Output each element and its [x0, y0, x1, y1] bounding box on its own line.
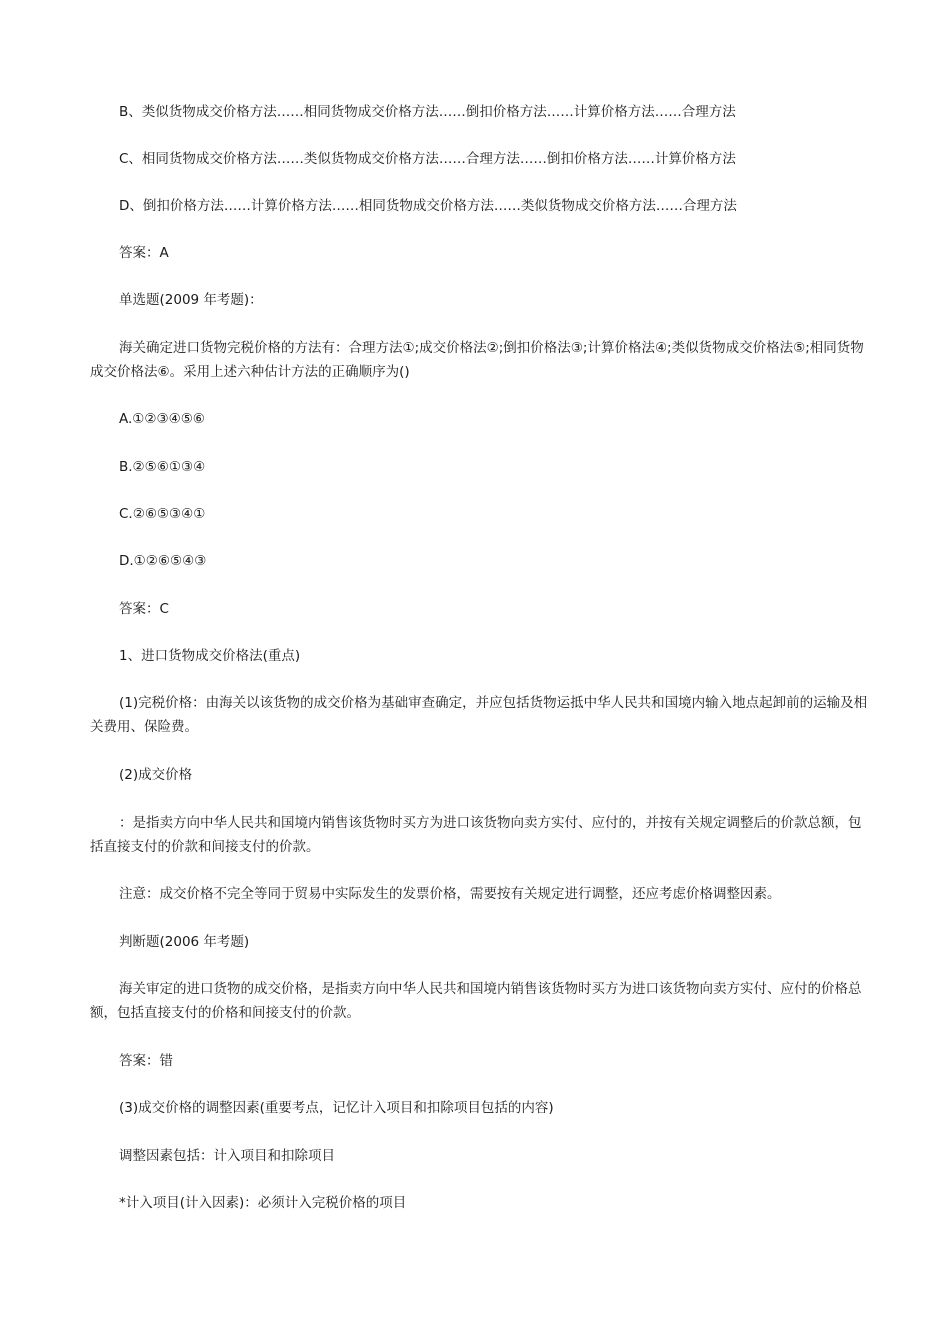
option-c: C.②⑥⑤③④① [119, 506, 206, 522]
option-d-methods: D、倒扣价格方法……计算价格方法……相同货物成交价格方法……类似货物成交价格方法……合理方法 [119, 198, 737, 214]
section-heading-transaction-value: 1、进口货物成交价格法(重点) [119, 648, 301, 664]
answer-a: 答案：A [119, 245, 169, 261]
question-valuation-order: 海关确定进口货物完税价格的方法有：合理方法①;成交价格法②;倒扣价格法③;计算价格法④;类似货物成交价格法⑤;相同货物成交价格法⑥。采用上述六种估计方法的正确顺序为() [90, 340, 864, 380]
transaction-price-heading: (2)成交价格 [119, 767, 193, 783]
answer-wrong: 答案：错 [119, 1053, 173, 1069]
option-a: A.①②③④⑤⑥ [119, 411, 205, 427]
option-d: D.①②⑥⑤④③ [119, 553, 207, 569]
option-b: B.②⑤⑥①③④ [119, 459, 206, 475]
option-c-methods: C、相同货物成交价格方法……类似货物成交价格方法……合理方法……倒扣价格方法……计算价格方法 [119, 151, 736, 167]
true-false-question: 海关审定的进口货物的成交价格，是指卖方向中华人民共和国境内销售该货物时买方为进口该货物向卖方实付、应付的价格总额，包括直接支付的价格和间接支付的价款。 [90, 981, 862, 1021]
dutiable-value-definition: (1)完税价格：由海关以该货物的成交价格为基础审查确定，并应包括货物运抵中华人民共和国境内输入地点起卸前的运输及相关费用、保险费。 [90, 695, 868, 735]
adjustment-factors-list: 调整因素包括：计入项目和扣除项目 [119, 1148, 335, 1164]
inclusion-items: *计入项目(计入因素)：必须计入完税价格的项目 [119, 1195, 407, 1211]
transaction-price-definition: ：是指卖方向中华人民共和国境内销售该货物时买方为进口该货物向卖方实付、应付的，并按有关规定调整后的价款总额，包括直接支付的价款和间接支付的价款。 [90, 815, 862, 855]
note-paragraph: 注意：成交价格不完全等同于贸易中实际发生的发票价格，需要按有关规定进行调整，还应考虑价格调整因素。 [119, 886, 781, 902]
single-choice-heading: 单选题(2009 年考题)： [119, 292, 263, 308]
option-b-methods: B、类似货物成交价格方法……相同货物成交价格方法……倒扣价格方法……计算价格方法……合理方法 [119, 104, 736, 120]
answer-c: 答案：C [119, 601, 169, 617]
true-false-heading: 判断题(2006 年考题) [119, 934, 250, 950]
adjustment-factors-heading: (3)成交价格的调整因素(重要考点，记忆计入项目和扣除项目包括的内容) [119, 1100, 554, 1116]
